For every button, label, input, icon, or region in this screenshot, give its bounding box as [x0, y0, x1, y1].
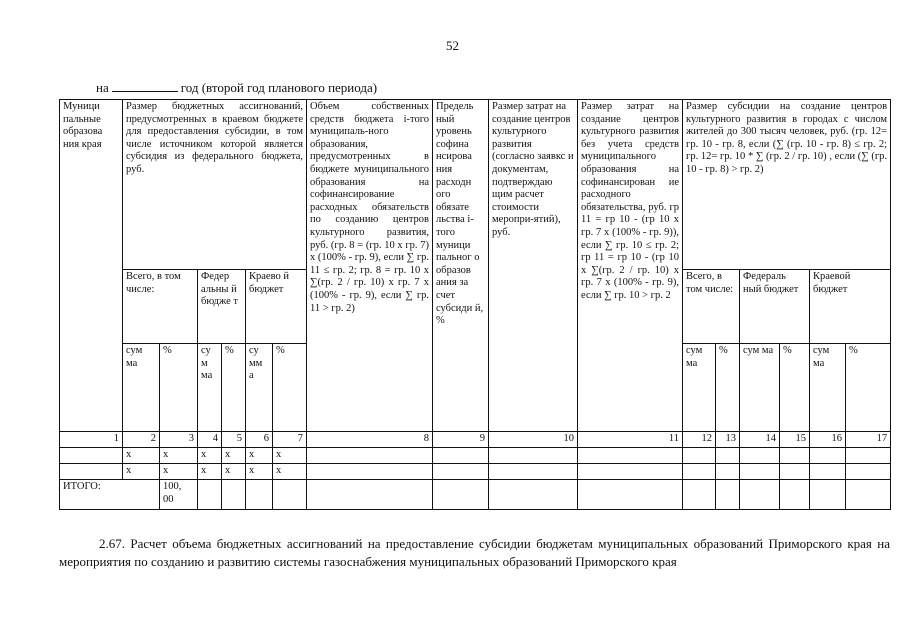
total-pct: 100, 00: [160, 480, 198, 510]
table-row: [60, 464, 891, 480]
cell-x: х: [246, 448, 273, 464]
table-row: [60, 448, 891, 464]
cell: [683, 480, 716, 510]
cell: [716, 464, 740, 480]
cell: [740, 448, 780, 464]
header-own-funds: Объем собственных средств бюджета i-того муниципаль-ного образования, предусмотренных в бюджете муниципального образования на софинансирование расходных обязательств по созданию центров культурного развития, руб. (гр. 8 = (гр. 10 х гр. 7) х (100% - гр. 9), если ∑ гр. 11 ≤ гр. 2; гр. 8 = гр. 10 х ∑(гр. 2 / гр. 10) х гр. 7 х (100% - гр. 9), если ∑ гр. 11 > гр. 2): [307, 100, 433, 432]
column-number: 15: [780, 432, 810, 448]
cell: [307, 480, 433, 510]
cell-x: х: [222, 448, 246, 464]
cell: [810, 464, 846, 480]
cell-x: х: [246, 464, 273, 480]
cell: [683, 464, 716, 480]
subheader-sum: сум ма: [123, 344, 160, 432]
subheader-total: Всего, в том числе:: [123, 270, 198, 344]
cell-x: х: [160, 464, 198, 480]
cell: [489, 464, 578, 480]
cell: [780, 464, 810, 480]
subheader-sum: су мм а: [246, 344, 273, 432]
cell-x: х: [222, 464, 246, 480]
cell: [780, 448, 810, 464]
cell: [716, 448, 740, 464]
header-subsidy-size: Размер субсидии на создание центров культурного развития в городах с числом жителей до 300 тысяч человек, руб. (гр. 12= гр. 10 - гр. 8, если (∑ (гр. 10 - гр. 8) ≤ гр. 2; гр. 12= гр. 10 * ∑ (гр. 2 / гр. 10) , если (∑ (гр. 10 - гр. 8) > гр. 2): [683, 100, 891, 270]
cell-x: х: [273, 464, 307, 480]
subheader-sum: су м ма: [198, 344, 222, 432]
cell: [846, 448, 891, 464]
header-costs-net: Размер затрат на создание центров культурного развития без учета средств муниципального образования на софинансирован ие расходного обязательства, руб. гр 11 = гр 10 - (гр 10 х гр. 7 х (100% - гр. 9)), если ∑ гр. 10 ≤ гр. 2; гр 11 = гр 10 - (гр 10 х ∑(гр. 2 / гр. 10) х гр. 7 х (100% - гр. 9), если ∑ гр. 10 > гр. 2: [578, 100, 683, 432]
column-number: 12: [683, 432, 716, 448]
header-cofinancing-level: Предель ный уровень софина нсирова ния расходн ого обязате льства i-того муници пальног о образов ания за счет субсиди й, %: [433, 100, 489, 432]
cell-x: х: [123, 464, 160, 480]
total-row: [60, 480, 891, 510]
subheader-regional: Краево й бюджет: [246, 270, 307, 344]
column-number: 1: [60, 432, 123, 448]
subheader-regional-b: Краевой бюджет: [810, 270, 891, 344]
cell: [433, 464, 489, 480]
cell-x: х: [160, 448, 198, 464]
subheader-sum: сум ма: [740, 344, 780, 432]
header-costs: Размер затрат на создание центров культурного развития (согласно заявкс и документам, подтверждаю щим расчет стоимости меропри-ятий), руб.: [489, 100, 578, 432]
subheader-pct: %: [780, 344, 810, 432]
cell-x: х: [123, 448, 160, 464]
cell: [780, 480, 810, 510]
cell: [433, 480, 489, 510]
column-number: 8: [307, 432, 433, 448]
total-label: ИТОГО:: [60, 480, 160, 510]
header-municipalities: Муници пальные образова ния края: [60, 100, 123, 432]
cell: [60, 448, 123, 464]
column-number: 14: [740, 432, 780, 448]
cell: [578, 464, 683, 480]
table-heading: [96, 80, 377, 96]
column-number: 11: [578, 432, 683, 448]
cell: [810, 448, 846, 464]
cell: [60, 464, 123, 480]
column-number: 9: [433, 432, 489, 448]
cell: [578, 480, 683, 510]
cell: [222, 480, 246, 510]
cell: [846, 480, 891, 510]
column-number: 3: [160, 432, 198, 448]
subheader-federal-b: Федераль ный бюджет: [740, 270, 810, 344]
column-number-row: [60, 432, 891, 448]
cell: [433, 448, 489, 464]
column-number: 2: [123, 432, 160, 448]
subheader-sum: сум ма: [683, 344, 716, 432]
cell-x: х: [198, 464, 222, 480]
subheader-pct: %: [716, 344, 740, 432]
section-paragraph: 2.67. Расчет объема бюджетных ассигнований на предоставление субсидии бюджетам муниципальных образований Приморского края на мероприятия по созданию и развитию системы газоснабжения муниципальных образований Приморского края: [59, 536, 890, 569]
cell: [307, 464, 433, 480]
column-number: 7: [273, 432, 307, 448]
column-number: 6: [246, 432, 273, 448]
cell: [846, 464, 891, 480]
subheader-pct: %: [846, 344, 891, 432]
column-number: 17: [846, 432, 891, 448]
cell: [198, 480, 222, 510]
cell: [307, 448, 433, 464]
column-number: 13: [716, 432, 740, 448]
cell: [578, 448, 683, 464]
subheader-pct: %: [160, 344, 198, 432]
cell: [740, 480, 780, 510]
year-blank: [112, 80, 178, 92]
heading-suffix: год (второй год планового периода): [180, 80, 378, 95]
subheader-pct: %: [273, 344, 307, 432]
column-number: 16: [810, 432, 846, 448]
cell: [683, 448, 716, 464]
cell: [246, 480, 273, 510]
cell: [810, 480, 846, 510]
subheader-total-b: Всего, в том числе:: [683, 270, 740, 344]
page-number: 52: [446, 38, 459, 53]
cell-x: х: [198, 448, 222, 464]
subheader-sum: сум ма: [810, 344, 846, 432]
cell: [716, 480, 740, 510]
cell: [273, 480, 307, 510]
cell: [489, 448, 578, 464]
header-budget-allocations: Размер бюджетных ассигнований, предусмотренных в краевом бюджете для предоставления субсидии, в том числе источником которой является субсидия из федерального бюджета, руб.: [123, 100, 307, 270]
column-number: 4: [198, 432, 222, 448]
column-number: 10: [489, 432, 578, 448]
subsidy-table: [59, 99, 891, 510]
column-number: 5: [222, 432, 246, 448]
subheader-federal: Федер альны й бюдже т: [198, 270, 246, 344]
heading-prefix: на: [96, 80, 109, 95]
cell-x: х: [273, 448, 307, 464]
cell: [489, 480, 578, 510]
subheader-pct: %: [222, 344, 246, 432]
cell: [740, 464, 780, 480]
